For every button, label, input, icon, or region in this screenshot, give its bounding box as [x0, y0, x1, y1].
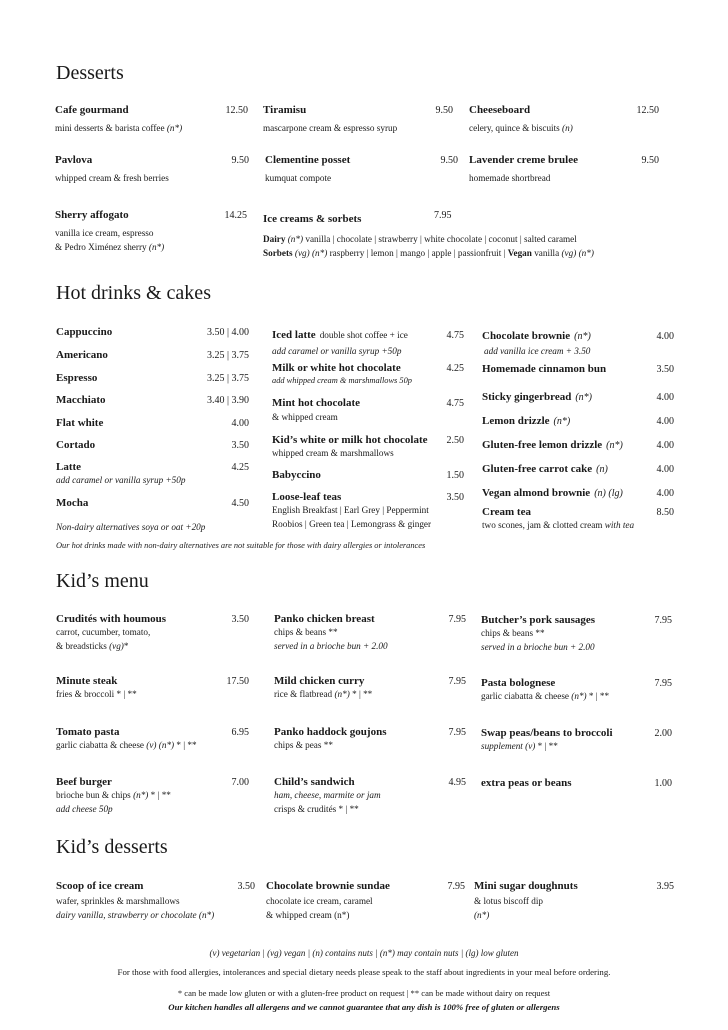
item-desc: garlic ciabatta & cheese	[56, 740, 144, 750]
item-name: Cappuccino	[56, 326, 113, 338]
item-price: 3.50	[656, 364, 674, 375]
diet-tag: (n*)	[148, 242, 165, 252]
item-price: 1.00	[654, 778, 672, 789]
menu-item-chocolate-brownie	[482, 326, 674, 358]
item-price: 8.50	[656, 507, 674, 518]
item-name: Child’s sandwich	[274, 776, 355, 788]
item-name: Chocolate brownie sundae	[266, 880, 390, 892]
menu-item-cinnamon-bun	[482, 363, 674, 375]
item-price: 7.95	[654, 678, 672, 689]
item-price: 4.00	[656, 331, 674, 342]
menu-item-mint-hot-chocolate	[272, 397, 464, 424]
item-price: 12.50	[636, 105, 659, 116]
diet-tag: (n)	[562, 123, 573, 133]
item-desc: carrot, cucumber, tomato,	[56, 627, 151, 637]
item-name: Panko haddock goujons	[274, 726, 387, 738]
item-price: 3.50	[237, 881, 255, 892]
allergen-mark: * | **	[535, 741, 558, 751]
item-desc: mini desserts & barista coffee	[55, 123, 165, 133]
item-desc-2: & breadsticks	[56, 641, 107, 651]
item-desc: kumquat compote	[265, 173, 332, 183]
menu-item-clementine-posset	[265, 154, 458, 185]
item-inline-desc: double shot coffee + ice	[319, 330, 408, 340]
item-price: 7.95	[447, 881, 465, 892]
menu-item-mild-chicken-curry	[274, 675, 466, 701]
item-name: Mini sugar doughnuts	[474, 880, 578, 892]
item-price: 2.00	[654, 728, 672, 739]
item-desc: fries & broccoli	[56, 689, 115, 699]
menu-item-brownie-sundae	[266, 880, 465, 922]
allergen-mark: * | **	[114, 689, 137, 699]
item-price: 3.40 | 3.90	[206, 395, 249, 406]
menu-item-cream-tea	[482, 506, 674, 532]
menu-item-latte	[56, 461, 249, 487]
menu-item-mocha	[56, 497, 249, 509]
item-desc: vanilla ice cream, espresso	[55, 228, 154, 238]
menu-item-cortado	[56, 439, 249, 451]
item-name: Cream tea	[482, 506, 531, 518]
item-name: Chocolate brownie	[482, 330, 571, 342]
menu-item-tomato-pasta	[56, 726, 249, 752]
menu-item-ice-creams-sorbets	[263, 209, 673, 260]
item-desc: English Breakfast | Earl Grey | Peppermint	[272, 505, 429, 515]
diet-tag: (n*)	[606, 440, 623, 451]
diet-tag: (n) (lg)	[594, 488, 623, 499]
item-desc-2: & whipped cream (n*)	[266, 910, 350, 920]
item-desc: & whipped cream	[272, 412, 338, 422]
menu-item-milk-hot-chocolate	[272, 362, 464, 388]
allergy-notice: For those with food allergies, intolerances and special dietary needs please speak to the staff about ingredients in your meal before ordering.	[117, 967, 611, 977]
dietary-legend: (v) vegetarian | (vg) vegan | (n) contains nuts | (n*) may contain nuts | (lg) low gluten	[209, 948, 519, 958]
item-name: Iced latte	[272, 329, 316, 341]
item-desc: chips & beans **	[481, 628, 545, 638]
item-name: Cheeseboard	[469, 104, 531, 116]
diet-tag: (vg)	[109, 641, 124, 651]
item-name: Swap peas/beans to broccoli	[481, 727, 613, 739]
item-name: Tomato pasta	[56, 726, 120, 738]
menu-item-americano	[56, 349, 249, 361]
item-price: 3.50 | 4.00	[206, 327, 249, 338]
item-desc-2: (n*)	[474, 910, 490, 920]
item-desc-2: Roobios | Green tea | Lemongrass & ginger	[272, 519, 432, 529]
item-price: 14.25	[224, 210, 247, 221]
item-price: 3.25 | 3.75	[206, 350, 249, 361]
item-price: 4.00	[656, 392, 674, 403]
menu-item-mini-sugar-doughnuts	[474, 880, 674, 922]
item-price: 9.50	[435, 105, 453, 116]
item-price: 4.50	[231, 498, 249, 509]
diet-tag: (v) (n*)	[146, 740, 175, 750]
menu-item-macchiato	[56, 394, 249, 406]
menu-item-gf-carrot-cake	[482, 459, 674, 477]
item-price: 9.50	[641, 155, 659, 166]
item-desc: rice & flatbread	[274, 689, 333, 699]
item-price: 9.50	[231, 155, 249, 166]
item-name: Espresso	[56, 372, 98, 384]
item-price: 4.25	[446, 363, 464, 374]
item-desc-2: dairy vanilla, strawberry or chocolate (n*)	[56, 910, 215, 920]
item-price: 12.50	[225, 105, 248, 116]
item-price: 7.95	[448, 614, 466, 625]
diet-tag: (vg) (n*)	[561, 248, 594, 258]
section-title-desserts: Desserts	[56, 62, 124, 84]
item-name: Macchiato	[56, 394, 106, 406]
menu-item-flat-white	[56, 417, 249, 429]
menu-item-lemon-drizzle	[482, 411, 674, 429]
item-name: Pavlova	[55, 154, 93, 166]
item-desc-2: served in a brioche bun + 2.00	[481, 642, 595, 652]
item-price: 3.50	[446, 492, 464, 503]
item-desc: two scones, jam & clotted cream	[482, 520, 603, 530]
diet-tag: (n*)	[571, 691, 587, 701]
allergen-mark: * | **	[586, 691, 610, 701]
menu-item-crudites	[56, 613, 249, 653]
item-name: Pasta bolognese	[481, 677, 556, 689]
item-name: Latte	[56, 461, 82, 473]
item-desc: whipped cream & marshmallows	[272, 448, 394, 458]
menu-item-babyccino	[272, 469, 464, 481]
non-dairy-note: Non-dairy alternatives soya or oat +20p	[56, 522, 206, 532]
item-price: 3.50	[231, 614, 249, 625]
item-name: extra peas or beans	[481, 777, 572, 789]
menu-item-gf-lemon-drizzle	[482, 435, 674, 453]
allergen-mark: * | **	[174, 740, 197, 750]
menu-item-tiramisu	[263, 104, 453, 135]
menu-item-beef-burger	[56, 776, 249, 816]
item-price: 4.00	[656, 488, 674, 499]
item-name: Lemon drizzle	[482, 415, 550, 427]
menu-item-sherry-affogato	[55, 209, 247, 254]
menu-item-lavender-creme-brulee	[469, 154, 659, 185]
item-name: Lavender creme brulee	[469, 154, 578, 166]
item-desc: chips & beans **	[274, 627, 338, 637]
diet-tag: (n*)	[553, 416, 571, 427]
diet-tag: (n)	[596, 464, 608, 475]
menu-item-loose-leaf-teas	[272, 491, 464, 531]
menu-item-pork-sausages	[481, 614, 672, 654]
menu-item-pavlova	[55, 154, 249, 185]
allergen-mark: * | **	[148, 790, 171, 800]
kitchen-allergen-notice: Our kitchen handles all allergens and we cannot guarantee that any dish is 100% free of gluten or allergens	[168, 1002, 560, 1012]
item-name: Babyccino	[272, 469, 321, 481]
dairy-label: Dairy	[263, 234, 286, 244]
item-name: Ice creams & sorbets	[263, 213, 362, 225]
menu-item-vegan-almond-brownie	[482, 483, 674, 501]
menu-item-minute-steak	[56, 675, 249, 701]
item-desc: mascarpone cream & espresso syrup	[263, 123, 398, 133]
item-price: 7.00	[231, 777, 249, 788]
menu-item-cappuccino	[56, 326, 249, 338]
item-desc: whipped cream & fresh berries	[55, 173, 169, 183]
item-price: 4.95	[448, 777, 466, 788]
item-name: Sticky gingerbread	[482, 391, 572, 403]
item-name: Mint hot chocolate	[272, 397, 360, 409]
item-price: 4.00	[656, 464, 674, 475]
item-name: Milk or white hot chocolate	[272, 362, 401, 374]
item-name: Mocha	[56, 497, 89, 509]
menu-item-childs-sandwich	[274, 776, 466, 816]
menu-item-cafe-gourmand	[55, 104, 248, 135]
item-name: Clementine posset	[265, 154, 351, 166]
item-desc: ham, cheese, marmite or jam	[274, 790, 381, 800]
menu-item-panko-haddock	[274, 726, 466, 752]
item-name: Gluten-free lemon drizzle	[482, 439, 603, 451]
menu-item-kids-hot-chocolate	[272, 434, 464, 460]
item-desc-2: & Pedro Ximénez sherry	[55, 242, 147, 252]
item-name: Butcher’s pork sausages	[481, 614, 596, 626]
item-name: Panko chicken breast	[274, 613, 375, 625]
item-price: 4.00	[656, 416, 674, 427]
item-price: 4.75	[446, 330, 464, 341]
item-price: 4.00	[231, 418, 249, 429]
item-desc: add vanilla ice cream + 3.50	[484, 346, 591, 356]
item-desc: add caramel or vanilla syrup +50p	[272, 346, 402, 356]
section-title-kids-desserts: Kid’s desserts	[56, 836, 168, 858]
item-price: 7.95	[448, 727, 466, 738]
item-price: 4.25	[231, 462, 249, 473]
item-name: Homemade cinnamon bun	[482, 363, 607, 375]
item-desc: wafer, sprinkles & marshmallows	[56, 896, 180, 906]
menu-item-swap-to-broccoli	[481, 727, 672, 753]
item-price: 3.25 | 3.75	[206, 373, 249, 384]
item-desc: brioche bun & chips	[56, 790, 131, 800]
item-name: Mild chicken curry	[274, 675, 365, 687]
item-name: Scoop of ice cream	[56, 880, 144, 892]
menu-item-espresso	[56, 372, 249, 384]
section-title-kids-menu: Kid’s menu	[56, 570, 149, 592]
item-price: 7.95	[434, 210, 452, 221]
item-price: 4.75	[446, 398, 464, 409]
item-name: Americano	[56, 349, 108, 361]
dairy-flavours: vanilla | chocolate | strawberry | white chocolate | coconut | salted caramel	[305, 234, 577, 244]
item-name: Minute steak	[56, 675, 118, 687]
diet-tag: (n*)	[166, 123, 183, 133]
item-name: Cortado	[56, 439, 96, 451]
menu-item-panko-chicken	[274, 613, 466, 653]
item-desc-2: served in a brioche bun + 2.00	[274, 641, 388, 651]
item-name: Tiramisu	[263, 104, 307, 116]
item-desc: garlic ciabatta & cheese	[481, 691, 569, 701]
item-name: Kid’s white or milk hot chocolate	[272, 434, 428, 446]
item-name: Beef burger	[56, 776, 112, 788]
non-dairy-disclaimer: Our hot drinks made with non-dairy alternatives are not suitable for those with dairy allergies or intolerances	[56, 541, 426, 550]
item-name: Gluten-free carrot cake	[482, 463, 593, 475]
vegan-label: Vegan	[507, 248, 532, 258]
item-desc: chips & peas **	[274, 740, 333, 750]
item-desc: add whipped cream & marshmallows 50p	[272, 376, 412, 385]
item-desc-2: crisps & crudités * | **	[274, 804, 359, 814]
item-price: 6.95	[231, 727, 249, 738]
menu-item-iced-latte	[272, 325, 464, 358]
item-name: Crudités with houmous	[56, 613, 167, 625]
allergen-mark: * | **	[349, 689, 373, 699]
item-desc-italic: with tea	[604, 520, 635, 530]
menu-item-scoop-ice-cream	[56, 880, 255, 922]
item-price: 9.50	[440, 155, 458, 166]
item-desc: supplement (v)	[481, 741, 536, 751]
item-desc-2: add cheese 50p	[56, 804, 113, 814]
sorbets-label: Sorbets	[263, 248, 293, 258]
item-price: 7.95	[448, 676, 466, 687]
item-name: Flat white	[56, 417, 104, 429]
item-price: 1.50	[446, 470, 464, 481]
gluten-dairy-notice: * can be made low gluten or with a gluten-free product on request | ** can be made without dairy on request	[177, 988, 551, 998]
item-price: 7.95	[654, 615, 672, 626]
item-price: 17.50	[226, 676, 249, 687]
item-desc: chocolate ice cream, caramel	[266, 896, 373, 906]
menu-item-pasta-bolognese	[481, 677, 672, 703]
menu-item-cheeseboard	[469, 104, 659, 135]
diet-tag: (n*)	[334, 689, 350, 699]
item-price: 3.50	[231, 440, 249, 451]
item-name: Cafe gourmand	[55, 104, 129, 116]
item-price: 3.95	[656, 881, 674, 892]
item-name: Vegan almond brownie	[482, 487, 591, 499]
item-price: 2.50	[446, 435, 464, 446]
allergen-mark: *	[123, 641, 129, 651]
item-desc: celery, quince & biscuits	[469, 123, 560, 133]
diet-tag: (n*)	[575, 392, 592, 403]
diet-tag: (vg) (n*)	[294, 248, 328, 258]
menu-item-extra-peas-beans	[481, 777, 672, 789]
item-name: Loose-leaf teas	[272, 491, 342, 503]
item-desc: add caramel or vanilla syrup +50p	[56, 475, 186, 485]
vegan-flavour: vanilla	[534, 248, 560, 258]
menu-item-sticky-gingerbread	[482, 387, 674, 405]
item-desc: homemade shortbread	[469, 173, 551, 183]
sorbet-flavours: raspberry | lemon | mango | apple | passionfruit |	[329, 248, 506, 258]
item-desc: & lotus biscoff dip	[474, 896, 543, 906]
diet-tag: (n*)	[574, 331, 591, 342]
diet-tag: (n*)	[287, 234, 304, 244]
item-price: 4.00	[656, 440, 674, 451]
diet-tag: (n*)	[133, 790, 149, 800]
section-title-hot-drinks: Hot drinks & cakes	[56, 282, 211, 304]
item-name: Sherry affogato	[55, 209, 129, 221]
